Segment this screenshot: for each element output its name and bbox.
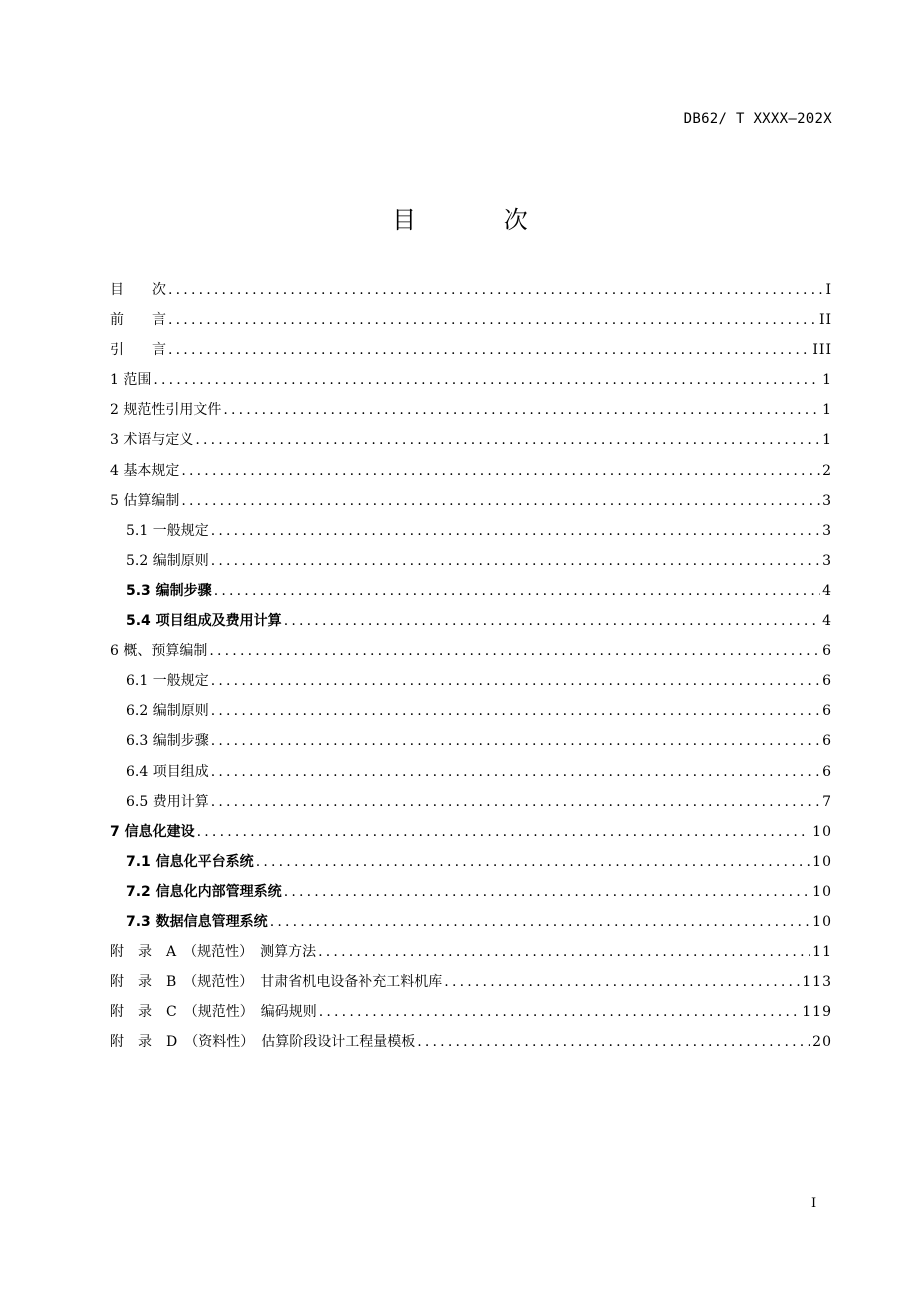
toc-entry[interactable]: [110, 787, 832, 817]
toc-dot-leader: [444, 967, 800, 997]
toc-dot-leader: [195, 425, 820, 455]
toc-entry-page: 4: [822, 582, 832, 599]
toc-dot-leader: [209, 636, 820, 666]
toc-entry[interactable]: [110, 877, 832, 907]
toc-entry[interactable]: [110, 576, 832, 606]
toc-entry[interactable]: [110, 696, 832, 726]
toc-entry[interactable]: [110, 365, 832, 395]
toc-entry-label: 5.3 编制步骤: [126, 582, 212, 599]
toc-dot-leader: [181, 486, 820, 516]
toc-entry-label: 附 录 C （规范性） 编码规则: [110, 1004, 317, 1021]
toc-dot-leader: [214, 576, 820, 606]
toc-entry-label: 7.3 数据信息管理系统: [126, 913, 268, 930]
toc-dot-leader: [270, 907, 810, 937]
toc-entry-label: 5 估算编制: [110, 492, 180, 509]
toc-entry-page: 1: [822, 432, 832, 449]
toc-dot-leader: [223, 395, 820, 425]
toc-dot-leader: [211, 666, 820, 696]
toc-entry-label: 2 规范性引用文件: [110, 402, 222, 419]
toc-entry-page: 10: [812, 823, 832, 840]
toc-dot-leader: [211, 726, 820, 756]
toc-entry-label: 6.4 项目组成: [126, 763, 209, 780]
toc-entry[interactable]: [110, 456, 832, 486]
toc-entry[interactable]: [110, 275, 832, 305]
toc-entry-page: 119: [802, 1004, 832, 1021]
toc-dot-leader: [211, 516, 820, 546]
toc-entry-label: 5.2 编制原则: [126, 552, 209, 569]
toc-entry[interactable]: [110, 817, 832, 847]
toc-entry-label: 目 次: [110, 282, 166, 298]
toc-entry[interactable]: [110, 757, 832, 787]
toc-entry-page: 6: [822, 703, 832, 720]
toc-dot-leader: [211, 787, 820, 817]
toc-entry-label: 前 言: [110, 312, 166, 329]
toc-dot-leader: [197, 817, 811, 847]
toc-dot-leader: [153, 365, 820, 395]
toc-entry[interactable]: [110, 335, 832, 365]
page-number: I: [811, 1196, 817, 1211]
toc-entry-page: 1: [822, 372, 832, 389]
toc-entry-page: 3: [822, 522, 832, 539]
toc-entry-page: 7: [822, 793, 832, 810]
toc-entry[interactable]: [110, 847, 832, 877]
toc-entry-page: 4: [822, 613, 832, 630]
toc-entry[interactable]: [110, 486, 832, 516]
document-code: DB62/ T XXXX—202X: [683, 111, 832, 127]
toc-entry[interactable]: [110, 305, 832, 335]
toc-entry[interactable]: [110, 726, 832, 756]
toc-entry-label: 6.3 编制步骤: [126, 733, 209, 750]
toc-entry-label: 4 基本规定: [110, 462, 180, 479]
toc-entry-label: 附 录 B （规范性） 甘肃省机电设备补充工料机库: [110, 974, 443, 991]
toc-entry-page: 113: [802, 974, 832, 991]
toc-entry-page: I: [825, 282, 832, 298]
toc-entry-label: 7.2 信息化内部管理系统: [126, 883, 282, 900]
toc-dot-leader: [211, 546, 820, 576]
toc-entry-page: III: [812, 342, 832, 359]
toc-entry[interactable]: [110, 546, 832, 576]
table-of-contents: [110, 275, 832, 1057]
toc-entry-page: 10: [812, 853, 832, 870]
toc-dot-leader: [181, 456, 820, 486]
toc-dot-leader: [168, 335, 810, 365]
toc-dot-leader: [211, 757, 820, 787]
toc-entry-label: 6 概、预算编制: [110, 643, 208, 660]
toc-entry-page: 3: [822, 492, 832, 509]
toc-dot-leader: [284, 877, 810, 907]
toc-entry-page: 6: [822, 643, 832, 660]
toc-entry-label: 3 术语与定义: [110, 432, 194, 449]
toc-dot-leader: [211, 696, 820, 726]
toc-entry[interactable]: [110, 606, 832, 636]
toc-dot-leader: [284, 606, 820, 636]
toc-entry-label: 5.4 项目组成及费用计算: [126, 613, 282, 630]
toc-entry[interactable]: [110, 666, 832, 696]
toc-entry-page: 2: [822, 462, 832, 479]
toc-entry[interactable]: [110, 1027, 832, 1057]
toc-entry-page: 10: [812, 883, 832, 900]
toc-entry[interactable]: [110, 997, 832, 1027]
toc-entry[interactable]: [110, 937, 832, 967]
toc-entry-page: II: [818, 312, 832, 329]
toc-entry-page: 6: [822, 733, 832, 750]
toc-entry-page: 6: [822, 763, 832, 780]
toc-dot-leader: [256, 847, 810, 877]
toc-entry[interactable]: [110, 425, 832, 455]
toc-entry-label: 6.5 费用计算: [126, 793, 209, 810]
toc-entry-label: 引 言: [110, 342, 166, 359]
toc-entry-label: 7 信息化建设: [110, 823, 195, 840]
toc-entry-label: 5.1 一般规定: [126, 522, 209, 539]
toc-dot-leader: [319, 997, 801, 1027]
toc-entry-page: 6: [822, 673, 832, 690]
toc-entry[interactable]: [110, 967, 832, 997]
toc-dot-leader: [168, 305, 817, 335]
toc-entry-page: 11: [812, 944, 832, 961]
toc-entry-label: 附 录 A （规范性） 测算方法: [110, 944, 317, 961]
toc-entry[interactable]: [110, 636, 832, 666]
toc-entry-label: 1 范围: [110, 372, 152, 389]
toc-entry-label: 6.2 编制原则: [126, 703, 209, 720]
toc-entry[interactable]: [110, 395, 832, 425]
toc-entry-page: 20: [812, 1034, 832, 1051]
toc-entry-label: 7.1 信息化平台系统: [126, 853, 254, 870]
toc-dot-leader: [417, 1027, 810, 1057]
toc-entry[interactable]: [110, 907, 832, 937]
toc-entry-page: 10: [812, 913, 832, 930]
toc-dot-leader: [318, 937, 810, 967]
toc-entry-page: 3: [822, 552, 832, 569]
toc-entry[interactable]: [110, 516, 832, 546]
toc-entry-label: 6.1 一般规定: [126, 673, 209, 690]
toc-entry-label: 附 录 D （资料性） 估算阶段设计工程量模板: [110, 1034, 416, 1051]
toc-dot-leader: [168, 275, 823, 305]
page-title: 目 次: [392, 206, 568, 234]
toc-entry-page: 1: [822, 402, 832, 419]
